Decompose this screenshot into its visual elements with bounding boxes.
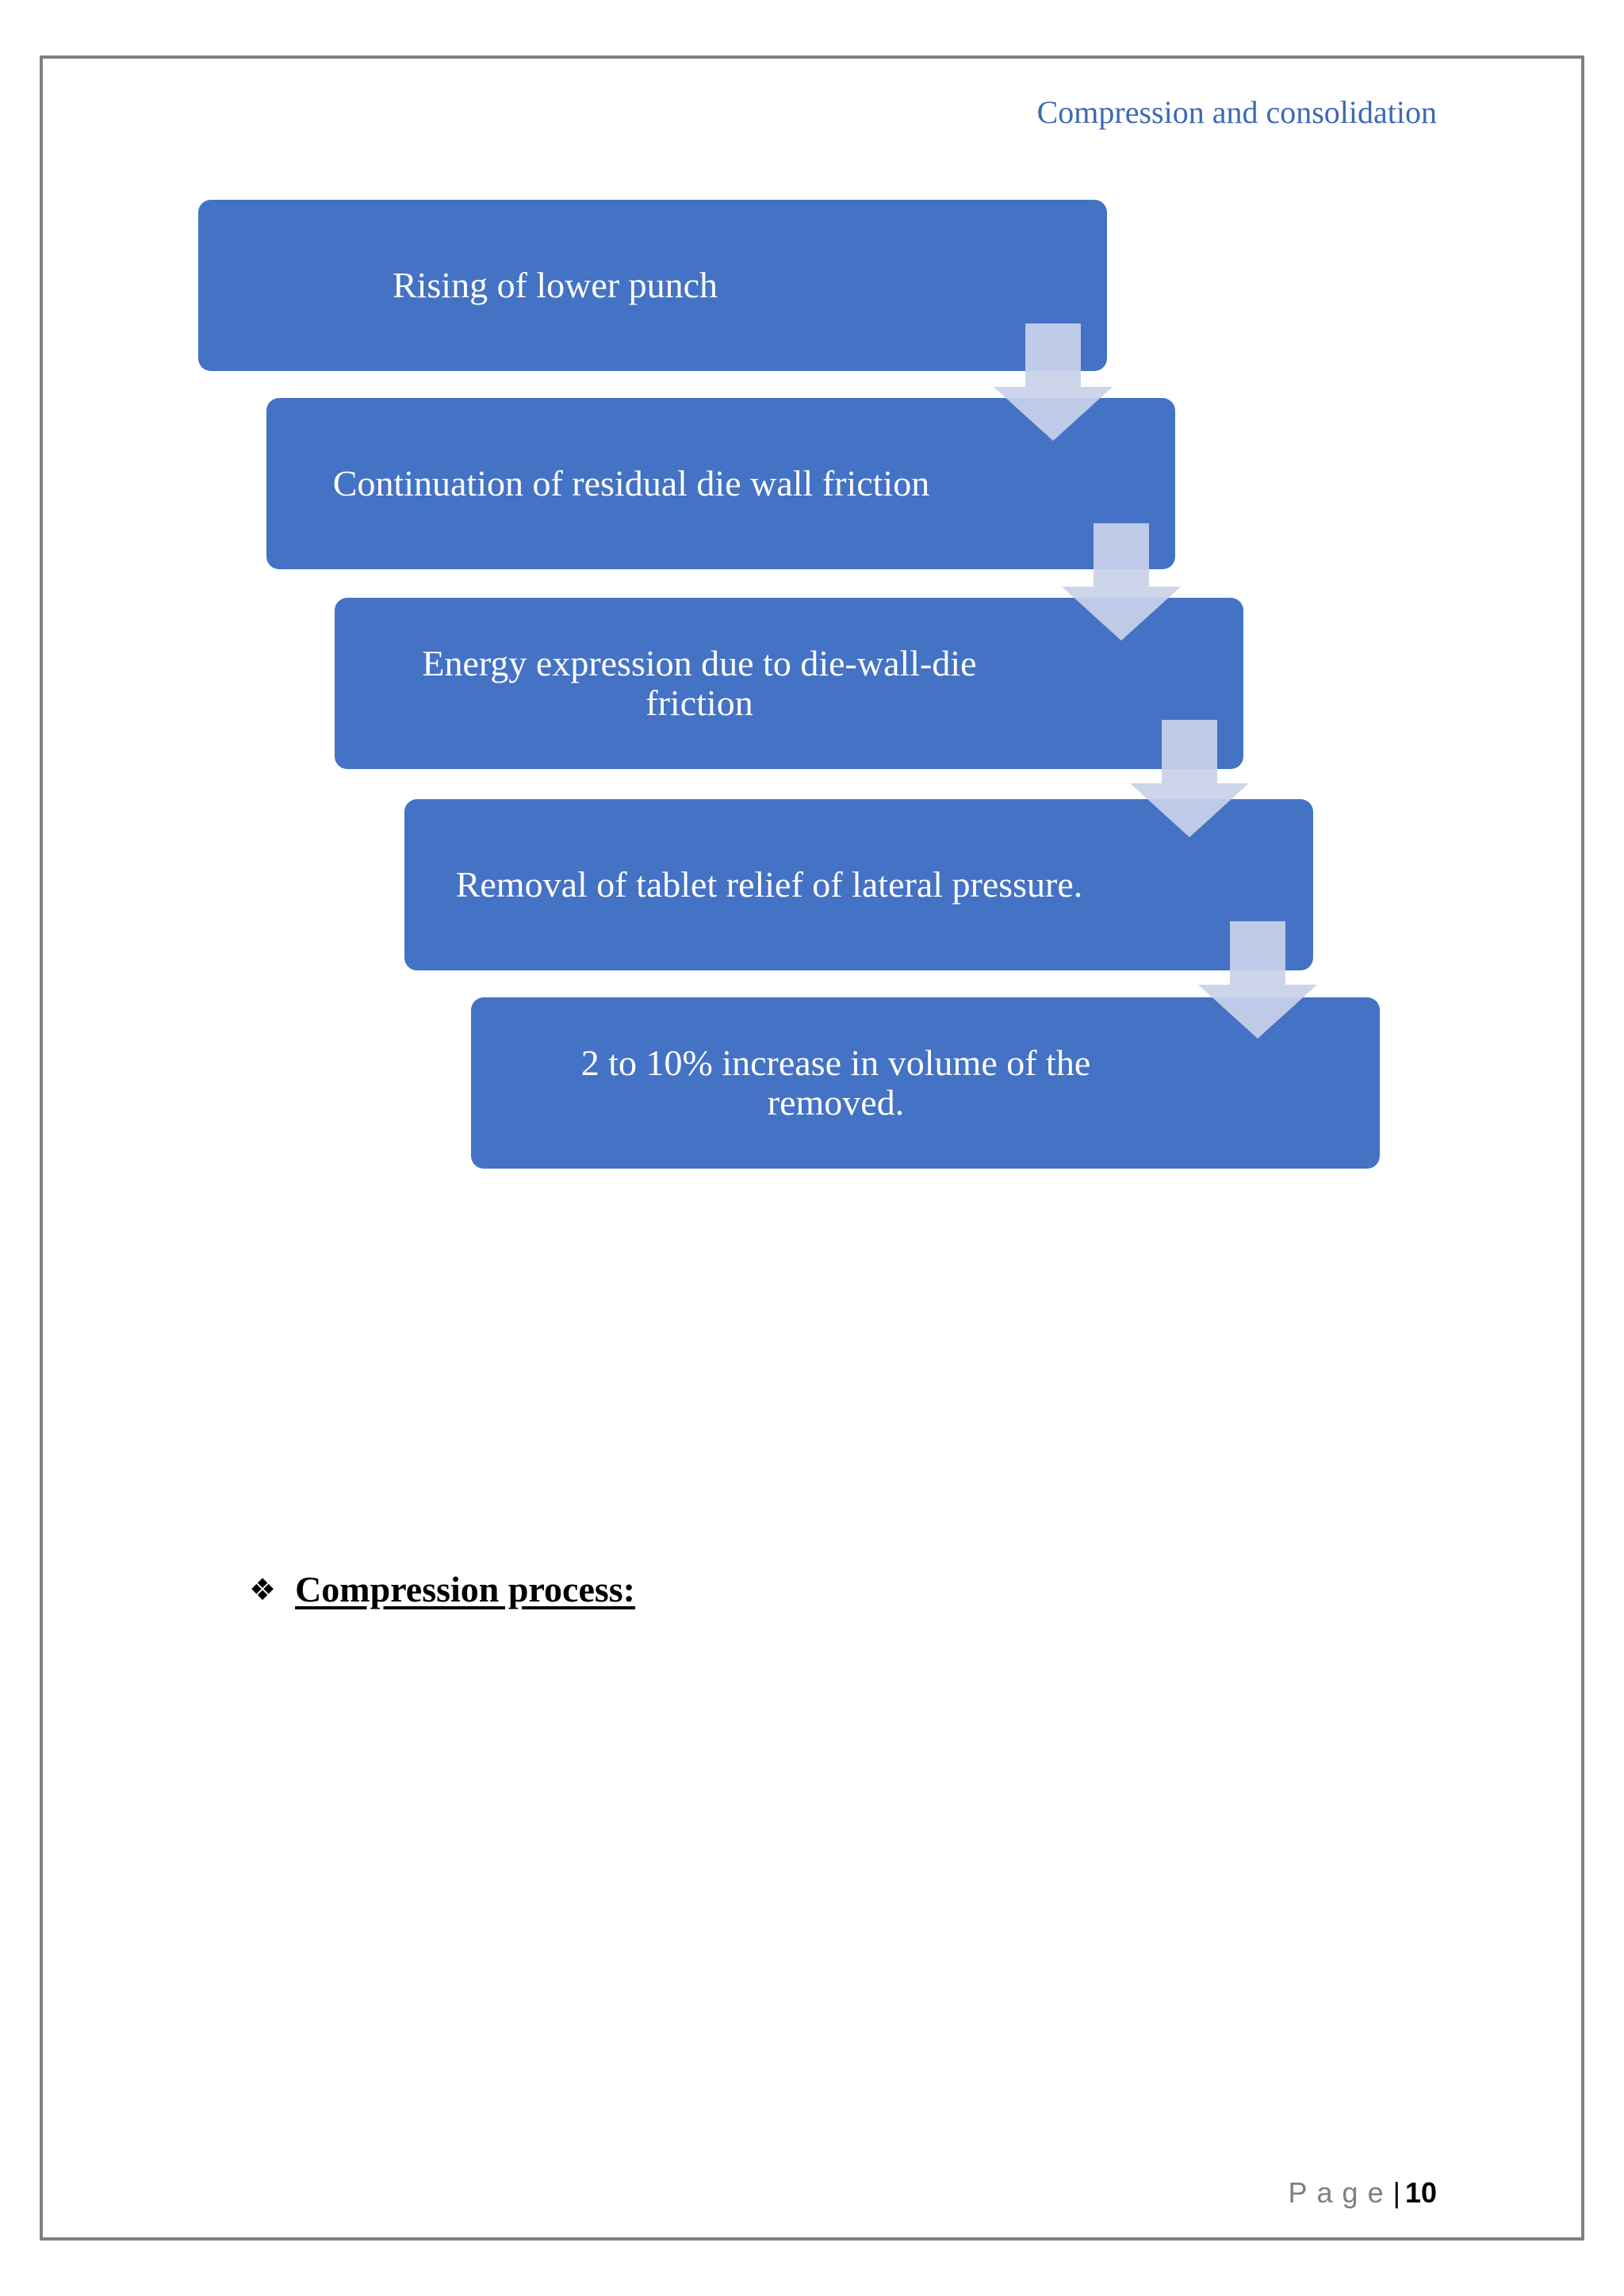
down-arrow-icon bbox=[994, 323, 1113, 442]
process-step-5-line-1: 2 to 10% increase in volume of the bbox=[580, 1043, 1091, 1083]
down-arrow-icon bbox=[1198, 921, 1317, 1040]
down-arrow-icon bbox=[1062, 523, 1181, 642]
process-step-5-text bbox=[471, 1043, 1201, 1123]
process-step-2-text: Continuation of residual die wall friction bbox=[332, 463, 930, 503]
page-label: Page bbox=[1288, 2176, 1393, 2209]
down-arrow-icon bbox=[1130, 720, 1249, 839]
running-header: Compression and consolidation bbox=[1036, 94, 1437, 130]
page-separator: | bbox=[1392, 2176, 1400, 2209]
section-heading bbox=[249, 1568, 635, 1610]
process-step-1-text: Rising of lower punch bbox=[392, 265, 718, 305]
page-number: 10 bbox=[1404, 2176, 1437, 2209]
process-step-3-text bbox=[335, 644, 1064, 723]
diamond-bullet-icon: ❖ bbox=[249, 1571, 277, 1607]
process-step-3-line-2: friction bbox=[645, 683, 753, 723]
process-step-4-text: Removal of tablet relief of lateral pressure. bbox=[455, 864, 1083, 905]
section-heading-text: Compression process: bbox=[295, 1569, 635, 1609]
process-step-5-line-2: removed. bbox=[767, 1082, 905, 1123]
page-footer bbox=[1289, 2176, 1437, 2210]
process-step-3-line-1: Energy expression due to die-wall-die bbox=[422, 643, 977, 683]
process-step-1 bbox=[198, 200, 1107, 371]
